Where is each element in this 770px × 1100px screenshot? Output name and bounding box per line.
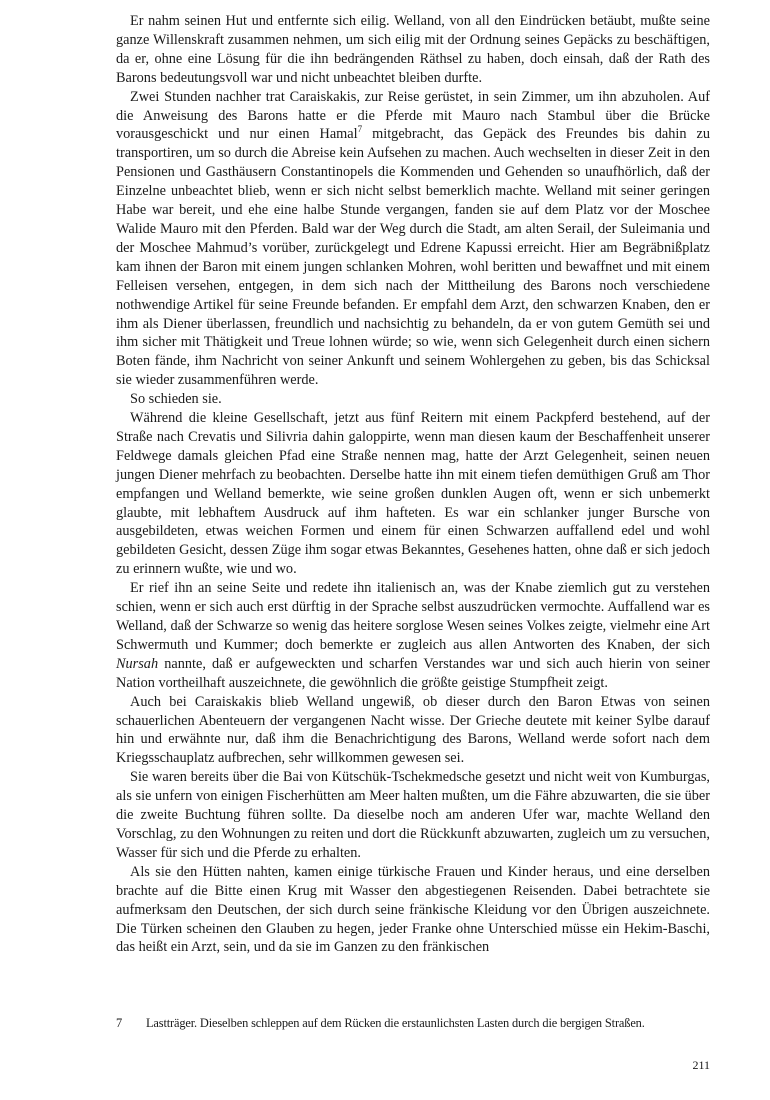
italic-name: Nursah (116, 655, 159, 672)
paragraph: Auch bei Caraiskakis blieb Welland ungewiß, ob dieser durch den Baron Etwas von seinen schauerlichen Abenteuern der vergangenen Nacht wisse. Der Grieche deutete mit keiner Sylbe darauf hin und erwähnte nur, daß ihm die Benachrichtigung des Barons, Welland werde sofort nach dem Kriegsschauplatz aufbrechen, sehr willkommen gewesen sei. (116, 693, 710, 767)
paragraph: Er nahm seinen Hut und entfernte sich eilig. Welland, von all den Eindrücken betäubt, mußte seine ganze Willenskraft zusammen nehmen, um sich eilig mit der Ordnung seines Gepäcks zu beschäftigen, da er, ohne eine Lösung für die ihn bedrängenden Räthsel zu haben, doch einsah, daß der Rath des Barons bedeutungsvoll war und nicht unbeachtet bleiben durfte. (116, 13, 710, 86)
page-number: 211 (692, 1058, 710, 1072)
paragraph-text: mitgebracht, das Gepäck des Freundes bis dahin zu transportiren, um so durch die Abreise kein Aufsehen zu machen. Auch wechselten in dieser Zeit in den Pensionen und Gasthäusern Constantinopels die Kommenden und Gehenden so unaufhörlich, daß der Einzelne unbeachtet blieb, wenn er sich nicht selbst bemerklich machte. Welland mit seiner geringen Habe war bereit, und ehe eine halbe Stunde vergangen, fanden sie auf dem Platz vor der Moschee Walide Mauro mit den Pferden. Bald war der Weg durch die Stadt, am alten Serail, der Suleimania und der Moschee Mahmud’s vorüber, zurückgelegt und Edrene Kapussi erreicht. Hier am Begräbnißplatz kam ihnen der Baron mit einem jungen schlanken Mohren, wohl beritten und bewaffnet und mit einem Felleisen versehen, entgegen, in dem sich nach der Mittheilung des Barons noch verschiedene nothwendige Artikel für seine Freunde befanden. Er empfahl dem Arzt, den schwarzen Knaben, den er ihm als Diener überlassen, freundlich und nachsichtig zu behandeln, da er von gutem Gemüth sei und ihm sicher mit Thätigkeit und Treue lohnen würde; so wie, wenn sich Gelegenheit durch einen sichern Boten fände, ihm Nachricht von seiner Ankunft und seinem Wohlergehen zu geben, bis das Schicksal sie wieder zusammenführen werde. (116, 126, 710, 389)
footnote (116, 1015, 710, 1031)
paragraph-text: nannte, daß er aufgeweckten und scharfen Verstandes war und sich auch hierin von seiner Nation vortheilhaft auszeichnete, die gewöhnlich die größte geistige Stumpfheit zeigt. (116, 655, 710, 691)
footnote-ref: 7 (357, 124, 363, 135)
paragraph: Als sie den Hütten nahten, kamen einige türkische Frauen und Kinder heraus, und eine derselben brachte auf die Bitte einen Krug mit Wasser den abgestiegenen Reisenden. Dabei betrachtete sie aufmerksam den Deutschen, der sich durch seine fränkische Kleidung vor den Übrigen auszeichnete. Die Türken scheinen den Glauben zu hegen, jeder Franke ohne Unterschied müsse ein Hekim-Baschi, das heißt ein Arzt, sein, und da sie im Ganzen zu den fränkischen (116, 863, 710, 956)
footnote-text: Lastträger. Dieselben schleppen auf dem Rücken die erstaunlichsten Lasten durch die bergigen Straßen. (146, 1016, 645, 1030)
paragraph-text: Er rief ihn an seine Seite und redete ihn italienisch an, was der Knabe ziemlich gut zu verstehen schien, wenn er sich auch erst dürftig in der Sprache selbst auszudrücken vermochte. Auffallend war es Welland, daß der Schwarze so wenig das heitere sorglose Wesen seines Volkes zeigte, vielmehr eine Art Schwermuth und Kummer; doch bemerkte er zugleich aus allen Antworten des Knaben, der sich (116, 580, 710, 653)
main-text (116, 12, 710, 957)
page-body (116, 12, 710, 957)
paragraph (116, 579, 710, 692)
paragraph: Während die kleine Gesellschaft, jetzt aus fünf Reitern mit einem Packpferd bestehend, auf der Straße nach Crevatis und Silivria dahin galoppirte, wenn man diesen kaum der Beschaffenheit unserer Feldwege damals gleichen Pfad eine Straße nennen mag, hatte der Arzt Gelegenheit, seinen neuen jungen Diener mehrfach zu beobachten. Derselbe hatte ihn mit einem tiefen demüthigen Gruß am Thor empfangen und Welland bemerkte, wie seine großen dunklen Augen oft, wenn er sich unbemerkt glaubte, mit lebhaftem Ausdruck auf ihm hafteten. Es war ein schlanker junger Bursche von ausgebildeten, etwas weichen Formen und einem für einen Schwarzen auffallend edel und wohl gebildeten Gesicht, dessen Züge ihm sogar etwas Bekanntes, Gesehenes hatten, ohne daß er sich jedoch zu erinnern wußte, wie und wo. (116, 410, 710, 578)
footnote-number: 7 (116, 1016, 123, 1030)
paragraph: So schieden sie. (130, 391, 222, 408)
paragraph-text: Zwei Stunden nachher trat Caraiskakis, zur Reise gerüstet, in sein Zimmer, um ihn abzuholen. Auf die Anweisung des Barons hatte er die Pferde mit Mauro nach Stambul über die Brücke vorausgeschickt und nur einen Hamal (116, 88, 710, 143)
paragraph (116, 88, 710, 391)
paragraph: Sie waren bereits über die Bai von Kütschük-Tschekmedsche gesetzt und nicht weit von Kumburgas, als sie unfern von einigen Fischerhütten am Meer halten mußten, um die Fähre abzuwarten, die sie über die zweite Buchtung führen sollte. Da dieselbe noch am anderen Ufer war, machte Welland den Vorschlag, zu den Wohnungen zu reiten und dort die Rückkunft abzuwarten, zugleich um zu versuchen, Wasser für sich und die Pferde zu erhalten. (116, 769, 710, 861)
